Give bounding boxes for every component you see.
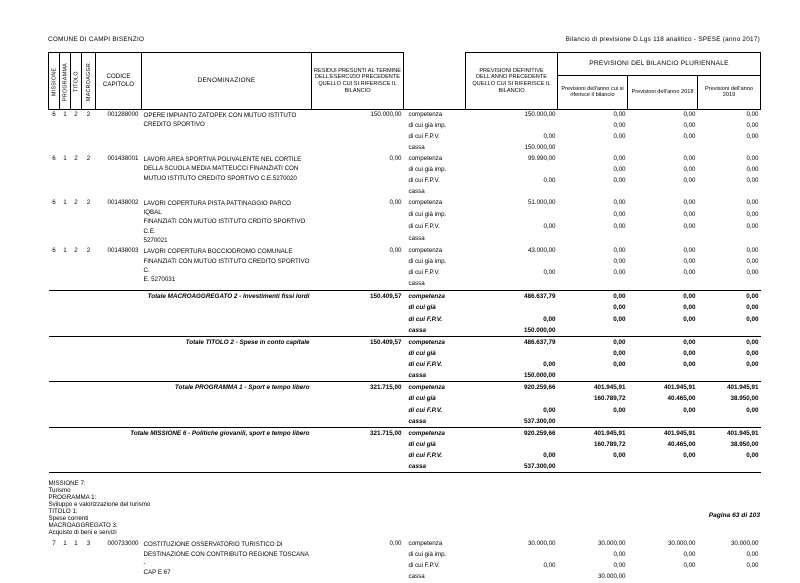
total-label: Totale PROGRAMMA 1 - Sport e tempo libero — [49, 382, 312, 428]
cell-residui: 0,00 — [312, 198, 404, 246]
cell-anno-corrente: 0,00 — [558, 257, 628, 268]
table-row — [49, 110, 761, 121]
mission-block-line — [49, 522, 761, 536]
mission-block-line — [49, 480, 761, 494]
cell-titolo: 2 — [71, 198, 82, 246]
cell-anno-2018 — [628, 143, 698, 154]
cell-anno-2019: 0,00 — [698, 121, 761, 132]
denominazione-line: LAVORI COPERTURA PISTA PATTINAGGIO PARCO IQBAL — [144, 200, 292, 216]
cell-anno-2019: 0,00 — [698, 561, 761, 572]
cell-previsioni-definitive — [466, 121, 558, 132]
cell-anno-2018: 0,00 — [628, 121, 698, 132]
total-row — [49, 291, 761, 303]
cell-previsioni-definitive — [466, 234, 558, 246]
cell-macroaggr: 2 — [82, 154, 96, 198]
cell-titolo: 2 — [71, 246, 82, 290]
cell-residui: 321.715,00 — [312, 427, 404, 473]
cell-denominazione — [142, 198, 312, 246]
cell-row-label: competenza — [404, 382, 466, 394]
cell-anno-2019: 401.945,91 — [698, 382, 761, 394]
cell-anno-2018 — [628, 187, 698, 198]
cell-residui: 0,00 — [312, 246, 404, 290]
cell-previsioni-definitive — [466, 572, 558, 583]
mission-block-key: TITOLO 1: — [49, 508, 761, 515]
denominazione-line: 5270021 — [144, 237, 168, 244]
cell-anno-corrente — [558, 461, 628, 473]
cell-residui: 150.409,57 — [312, 291, 404, 337]
cell-anno-corrente: 0,00 — [558, 176, 628, 187]
col-header-denominazione: DENOMINAZIONE — [142, 53, 312, 110]
cell-row-label: di cui già imp. — [404, 210, 466, 222]
cell-anno-corrente: 0,00 — [558, 246, 628, 257]
denominazione-line: LAVORI COPERTURA BOCCIODROMO COMUNALE — [144, 248, 293, 255]
cell-anno-corrente: 0,00 — [558, 550, 628, 561]
cell-anno-corrente: 0,00 — [558, 336, 628, 348]
cell-anno-2019 — [698, 279, 761, 290]
cell-previsioni-definitive: 486.637,79 — [466, 336, 558, 348]
cell-row-label: di cui F.P.V. — [404, 405, 466, 416]
cell-row-label: di cui F.P.V. — [404, 268, 466, 279]
cell-residui: 0,00 — [312, 539, 404, 583]
mission-block-value: Sviluppo e valorizzazione del turismo — [49, 501, 761, 508]
cell-anno-2018: 0,00 — [628, 450, 698, 461]
cell-previsioni-definitive — [466, 165, 558, 176]
cell-anno-corrente: 160.789,72 — [558, 439, 628, 450]
col-header-pluriennale: PREVISIONI DEL BILANCIO PLURIENNALE — [558, 53, 761, 76]
cell-anno-corrente: 0,00 — [558, 405, 628, 416]
cell-anno-2018: 0,00 — [628, 246, 698, 257]
cell-anno-corrente — [558, 416, 628, 428]
cell-anno-2018 — [628, 416, 698, 428]
cell-denominazione — [142, 110, 312, 154]
mission-block-value: Spese correnti — [49, 515, 761, 522]
total-label: Totale MACROAGGREGATO 2 - Investimenti fissi lordi — [49, 291, 312, 337]
cell-anno-2019: 0,00 — [698, 336, 761, 348]
table-row — [49, 198, 761, 210]
cell-macroaggr: 2 — [82, 198, 96, 246]
cell-macroaggr: 3 — [82, 539, 96, 583]
denominazione-line: DESTINAZIONE CON CONTRIBUTO REGIONE TOSCANA - — [144, 551, 309, 567]
cell-anno-2018: 401.945,91 — [628, 382, 698, 394]
cell-row-label: di cui già — [404, 302, 466, 313]
cell-anno-2019: 0,00 — [698, 222, 761, 234]
cell-anno-2018: 0,00 — [628, 405, 698, 416]
cell-anno-2019: 0,00 — [698, 257, 761, 268]
col-header-anno-2018: Previsioni dell'anno 2018 — [628, 75, 698, 109]
denominazione-line: OPERE IMPIANTO ZATOPEK CON MUTUO ISTITUTO — [144, 112, 297, 119]
cell-anno-corrente: 0,00 — [558, 110, 628, 121]
cell-row-label: di cui F.P.V. — [404, 132, 466, 143]
col-header-missione: MISSIONE — [49, 53, 60, 110]
cell-anno-corrente — [558, 370, 628, 382]
total-label: Totale MISSIONE 6 - Politiche giovanili, sport e tempo libero — [49, 427, 312, 473]
cell-anno-corrente — [558, 143, 628, 154]
cell-programma: 1 — [60, 110, 71, 154]
cell-anno-2018: 0,00 — [628, 132, 698, 143]
cell-anno-corrente: 0,00 — [558, 359, 628, 370]
cell-previsioni-definitive — [466, 550, 558, 561]
cell-anno-corrente: 30.000,00 — [558, 572, 628, 583]
cell-row-label: di cui F.P.V. — [404, 314, 466, 325]
cell-anno-2019: 0,00 — [698, 348, 761, 359]
denominazione-line: FINANZIATI CON MUTUO ISTITUTO CREDITO SPORTIVO C. — [144, 258, 310, 274]
cell-previsioni-definitive: 0,00 — [466, 314, 558, 325]
cell-anno-corrente — [558, 187, 628, 198]
cell-anno-corrente: 0,00 — [558, 210, 628, 222]
cell-anno-corrente: 0,00 — [558, 154, 628, 165]
cell-row-label: cassa — [404, 187, 466, 198]
cell-macroaggr: 2 — [82, 110, 96, 154]
cell-row-label: competenza — [404, 336, 466, 348]
cell-anno-2019: 0,00 — [698, 210, 761, 222]
table-row — [49, 154, 761, 165]
cell-row-label: cassa — [404, 416, 466, 428]
cell-row-label: di cui già imp. — [404, 165, 466, 176]
cell-anno-corrente: 0,00 — [558, 450, 628, 461]
cell-previsioni-definitive: 920.259,66 — [466, 427, 558, 439]
codice-line2: CAPITOLO — [103, 81, 134, 88]
cell-anno-corrente: 0,00 — [558, 314, 628, 325]
cell-anno-2019 — [698, 234, 761, 246]
cell-previsioni-definitive — [466, 439, 558, 450]
cell-previsioni-definitive: 0,00 — [466, 268, 558, 279]
cell-anno-2019: 0,00 — [698, 132, 761, 143]
cell-previsioni-definitive: 30.000,00 — [466, 539, 558, 550]
cell-residui: 321.715,00 — [312, 382, 404, 428]
cell-anno-2018: 0,00 — [628, 176, 698, 187]
cell-anno-2019: 0,00 — [698, 405, 761, 416]
col-header-anno-2019: Previsioni dell'anno 2019 — [698, 75, 761, 109]
cell-programma: 1 — [60, 198, 71, 246]
cell-residui: 0,00 — [312, 154, 404, 198]
denominazione-line: CREDITO SPORTIVO — [144, 121, 205, 128]
cell-row-label: di cui già — [404, 393, 466, 404]
cell-programma: 1 — [60, 246, 71, 290]
col-header-previsioni-definitive: PREVISIONI DEFINITIVE DELL'ANNO PRECEDENTE QUELLO CUI SI RIFERISCE IL BILANCIO — [466, 53, 558, 110]
cell-anno-2018: 0,00 — [628, 314, 698, 325]
cell-anno-2019: 0,00 — [698, 176, 761, 187]
cell-anno-2018: 0,00 — [628, 291, 698, 303]
col-header-rowlabel-spacer — [404, 53, 466, 110]
cell-row-label: cassa — [404, 461, 466, 473]
cell-row-label: cassa — [404, 572, 466, 583]
col-header-residui: RESIDUI PRESUNTI AL TERMINE DELL'ESERCIZIO PRECEDENTE QUELLO CUI SI RIFERISCE IL BILANCIO — [312, 53, 404, 110]
denominazione-line: E. 5270031 — [144, 276, 176, 283]
cell-anno-corrente: 0,00 — [558, 222, 628, 234]
codice-line1: CODICE — [106, 73, 130, 80]
cell-row-label: di cui già — [404, 439, 466, 450]
total-row — [49, 382, 761, 394]
cell-anno-2019 — [698, 572, 761, 583]
cell-row-label: competenza — [404, 198, 466, 210]
cell-anno-2018: 0,00 — [628, 302, 698, 313]
cell-anno-corrente: 0,00 — [558, 198, 628, 210]
denominazione-line: DELLA SCUOLA MEDIA MATTEUCCI FINANZIATI CON — [144, 165, 299, 172]
cell-anno-2019: 0,00 — [698, 110, 761, 121]
cell-anno-2018: 0,00 — [628, 110, 698, 121]
cell-previsioni-definitive: 486.637,79 — [466, 291, 558, 303]
cell-anno-2018 — [628, 370, 698, 382]
cell-codice-capitolo: 001288000 — [96, 110, 142, 154]
cell-row-label: cassa — [404, 325, 466, 337]
cell-programma: 1 — [60, 539, 71, 583]
cell-anno-2018: 0,00 — [628, 198, 698, 210]
total-row — [49, 427, 761, 439]
cell-previsioni-definitive: 0,00 — [466, 450, 558, 461]
cell-row-label: di cui già — [404, 348, 466, 359]
cell-anno-2019: 30.000,00 — [698, 539, 761, 550]
cell-anno-2019 — [698, 461, 761, 473]
table-row — [49, 539, 761, 550]
cell-denominazione — [142, 539, 312, 583]
cell-anno-corrente: 0,00 — [558, 268, 628, 279]
cell-anno-2018 — [628, 461, 698, 473]
cell-row-label: di cui già imp. — [404, 121, 466, 132]
cell-anno-2018: 0,00 — [628, 210, 698, 222]
cell-previsioni-definitive: 0,00 — [466, 132, 558, 143]
comune-name: COMUNE DI CAMPI BISENZIO — [48, 36, 144, 43]
cell-anno-corrente: 0,00 — [558, 165, 628, 176]
cell-anno-2019: 0,00 — [698, 268, 761, 279]
denominazione-line: LAVORI AREA SPORTIVA POLIVALENTE NEL CORTILE — [144, 156, 302, 163]
budget-table — [48, 52, 761, 583]
cell-anno-2019: 401.945,91 — [698, 427, 761, 439]
cell-previsioni-definitive: 150.000,00 — [466, 325, 558, 337]
cell-anno-2019 — [698, 325, 761, 337]
cell-previsioni-definitive — [466, 393, 558, 404]
mission-block-key: MISSIONE 7: — [49, 480, 761, 487]
cell-codice-capitolo: 001438001 — [96, 154, 142, 198]
cell-row-label: competenza — [404, 110, 466, 121]
col-header-titolo: TITOLO — [71, 53, 82, 110]
cell-row-label: di cui già imp. — [404, 550, 466, 561]
cell-programma: 1 — [60, 154, 71, 198]
cell-codice-capitolo: 000733000 — [96, 539, 142, 583]
header-row — [49, 53, 761, 76]
col-header-codice-capitolo — [96, 53, 142, 110]
cell-anno-2018: 0,00 — [628, 359, 698, 370]
cell-anno-corrente: 0,00 — [558, 302, 628, 313]
cell-anno-2018: 0,00 — [628, 257, 698, 268]
cell-anno-corrente: 160.789,72 — [558, 393, 628, 404]
cell-previsioni-definitive — [466, 348, 558, 359]
cell-anno-corrente — [558, 325, 628, 337]
cell-titolo: 2 — [71, 110, 82, 154]
cell-anno-2018: 0,00 — [628, 550, 698, 561]
cell-row-label: competenza — [404, 539, 466, 550]
cell-previsioni-definitive: 43.000,00 — [466, 246, 558, 257]
cell-anno-2019 — [698, 416, 761, 428]
document-title: Bilancio di previsione D.Lgs 118 analitico - SPESE (anno 2017) — [566, 36, 760, 43]
cell-denominazione — [142, 246, 312, 290]
mission-block-value: Turismo — [49, 487, 761, 494]
cell-previsioni-definitive — [466, 210, 558, 222]
denominazione-line: CAP E 67 — [144, 569, 171, 576]
cell-previsioni-definitive: 150.000,00 — [466, 143, 558, 154]
col-header-programma: PROGRAMMA — [60, 53, 71, 110]
cell-row-label: cassa — [404, 234, 466, 246]
running-header — [48, 36, 760, 43]
cell-anno-2019: 0,00 — [698, 246, 761, 257]
cell-titolo: 2 — [71, 154, 82, 198]
cell-row-label: cassa — [404, 279, 466, 290]
cell-row-label: di cui già imp. — [404, 257, 466, 268]
cell-anno-2018: 0,00 — [628, 222, 698, 234]
cell-previsioni-definitive — [466, 257, 558, 268]
cell-anno-corrente — [558, 234, 628, 246]
cell-codice-capitolo: 001438003 — [96, 246, 142, 290]
cell-previsioni-definitive: 0,00 — [466, 222, 558, 234]
cell-row-label: di cui F.P.V. — [404, 222, 466, 234]
cell-anno-corrente: 30.000,00 — [558, 539, 628, 550]
cell-anno-2018: 0,00 — [628, 165, 698, 176]
table-row — [49, 246, 761, 257]
cell-missione: 7 — [49, 539, 60, 583]
table-header — [49, 53, 761, 110]
cell-previsioni-definitive: 0,00 — [466, 359, 558, 370]
cell-previsioni-definitive — [466, 187, 558, 198]
cell-anno-2019: 0,00 — [698, 359, 761, 370]
mission-block — [49, 473, 761, 540]
cell-anno-2019: 0,00 — [698, 550, 761, 561]
cell-row-label: di cui F.P.V. — [404, 176, 466, 187]
cell-anno-2018: 0,00 — [628, 336, 698, 348]
cell-previsioni-definitive: 150.000,00 — [466, 370, 558, 382]
cell-anno-2019: 0,00 — [698, 302, 761, 313]
mission-block-value: Acquisto di beni e servizi — [49, 529, 761, 536]
cell-anno-2018: 0,00 — [628, 561, 698, 572]
cell-anno-2018 — [628, 572, 698, 583]
cell-anno-2018: 40.465,00 — [628, 439, 698, 450]
cell-anno-corrente: 401.945,91 — [558, 382, 628, 394]
cell-previsioni-definitive: 0,00 — [466, 405, 558, 416]
mission-block-key: MACROAGGREGATO 3: — [49, 522, 761, 529]
cell-anno-2018: 0,00 — [628, 268, 698, 279]
cell-anno-2018: 30.000,00 — [628, 539, 698, 550]
cell-missione: 6 — [49, 110, 60, 154]
page-footer — [48, 512, 760, 519]
cell-previsioni-definitive: 537.300,00 — [466, 461, 558, 473]
cell-anno-2019: 0,00 — [698, 314, 761, 325]
cell-missione: 6 — [49, 198, 60, 246]
cell-missione: 6 — [49, 154, 60, 198]
cell-previsioni-definitive: 537.300,00 — [466, 416, 558, 428]
cell-previsioni-definitive: 920.259,66 — [466, 382, 558, 394]
cell-row-label: di cui F.P.V. — [404, 450, 466, 461]
cell-row-label: competenza — [404, 154, 466, 165]
cell-previsioni-definitive: 99.990,00 — [466, 154, 558, 165]
cell-anno-corrente: 0,00 — [558, 291, 628, 303]
cell-residui: 150.409,57 — [312, 336, 404, 382]
mission-block-line — [49, 494, 761, 508]
mission-block-row — [49, 473, 761, 540]
cell-residui: 150.000,00 — [312, 110, 404, 154]
cell-previsioni-definitive — [466, 279, 558, 290]
cell-anno-2019: 0,00 — [698, 291, 761, 303]
cell-macroaggr: 2 — [82, 246, 96, 290]
cell-anno-2019 — [698, 187, 761, 198]
cell-row-label: competenza — [404, 291, 466, 303]
cell-anno-corrente: 0,00 — [558, 348, 628, 359]
cell-anno-2018: 0,00 — [628, 154, 698, 165]
cell-anno-2018: 401.945,91 — [628, 427, 698, 439]
cell-row-label: cassa — [404, 370, 466, 382]
cell-previsioni-definitive: 51.000,00 — [466, 198, 558, 210]
cell-anno-corrente: 0,00 — [558, 561, 628, 572]
cell-anno-2019: 38.950,00 — [698, 439, 761, 450]
cell-row-label: cassa — [404, 143, 466, 154]
denominazione-line: MUTUO ISTITUTO CREDITO SPORTIVO C.E.5270020 — [144, 175, 297, 182]
cell-anno-2018 — [628, 325, 698, 337]
cell-anno-2018 — [628, 234, 698, 246]
cell-anno-2018 — [628, 279, 698, 290]
cell-previsioni-definitive — [466, 302, 558, 313]
cell-anno-corrente: 0,00 — [558, 121, 628, 132]
cell-row-label: di cui F.P.V. — [404, 561, 466, 572]
cell-anno-corrente — [558, 279, 628, 290]
cell-anno-2019: 38.950,00 — [698, 393, 761, 404]
cell-anno-2018: 40.465,00 — [628, 393, 698, 404]
cell-anno-2019 — [698, 370, 761, 382]
cell-previsioni-definitive: 0,00 — [466, 176, 558, 187]
cell-anno-2019 — [698, 143, 761, 154]
col-header-macroaggr: MACROAGGR. — [82, 53, 96, 110]
denominazione-line: FINANZIATI CON MUTUO ISTITUTO CRDITO SPORTIVO C.E. — [144, 218, 306, 234]
col-header-anno-corrente: Previsioni dell'anno cui si riferisce il bilancio — [558, 75, 628, 109]
cell-anno-corrente: 0,00 — [558, 132, 628, 143]
mission-block-key: PROGRAMMA 1: — [49, 494, 761, 501]
cell-anno-corrente: 401.945,91 — [558, 427, 628, 439]
cell-previsioni-definitive: 150.000,00 — [466, 110, 558, 121]
total-row — [49, 336, 761, 348]
cell-previsioni-definitive: 0,00 — [466, 561, 558, 572]
cell-row-label: competenza — [404, 427, 466, 439]
cell-row-label: di cui F.P.V. — [404, 359, 466, 370]
total-label: Totale TITOLO 2 - Spese in conto capitale — [49, 336, 312, 382]
page-number: Pagina 63 di 103 — [709, 512, 760, 519]
cell-anno-2018: 0,00 — [628, 348, 698, 359]
cell-anno-2019: 0,00 — [698, 154, 761, 165]
cell-anno-2019: 0,00 — [698, 165, 761, 176]
cell-titolo: 1 — [71, 539, 82, 583]
cell-anno-2019: 0,00 — [698, 198, 761, 210]
denominazione-line: COSTITUZIONE OSSERVATORIO TURISTICO DI — [144, 541, 283, 548]
cell-anno-2019: 0,00 — [698, 450, 761, 461]
cell-denominazione — [142, 154, 312, 198]
cell-codice-capitolo: 001438002 — [96, 198, 142, 246]
cell-missione: 6 — [49, 246, 60, 290]
cell-row-label: competenza — [404, 246, 466, 257]
